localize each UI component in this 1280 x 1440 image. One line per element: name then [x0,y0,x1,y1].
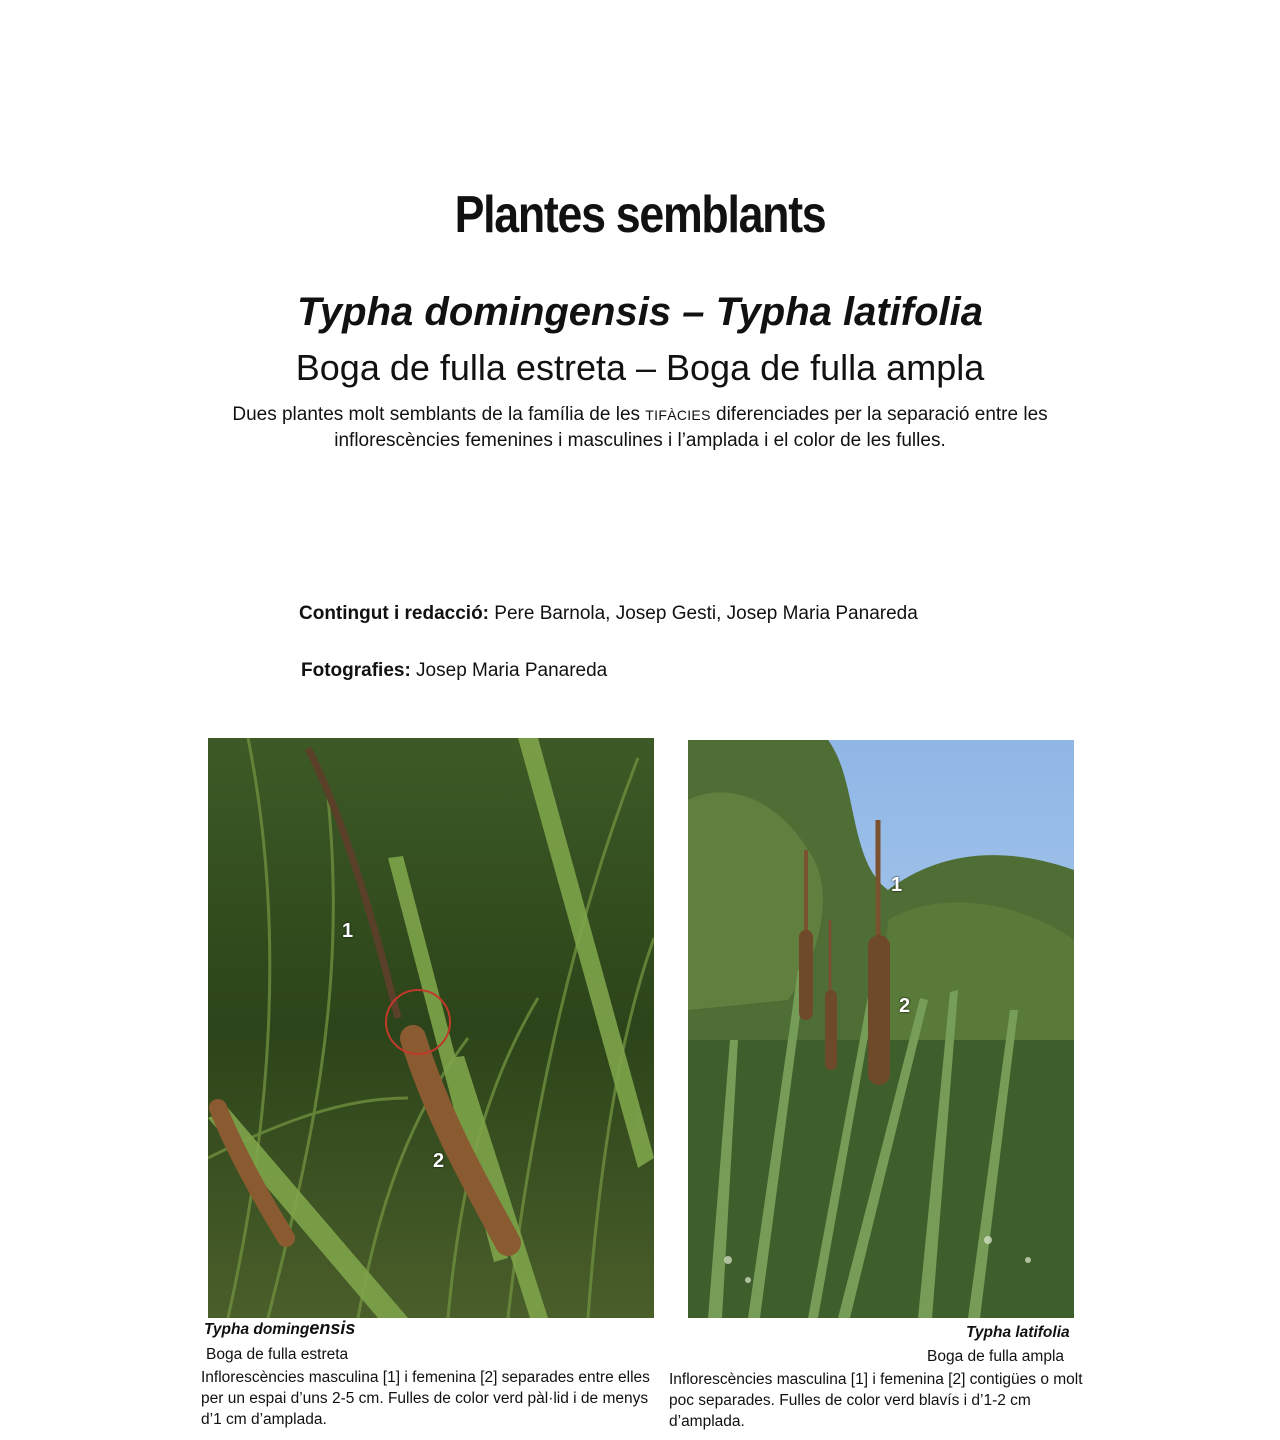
marker-female-inflorescence: 2 [433,1150,445,1172]
photo-credits [301,657,607,685]
caption-left-common-name: Boga de fulla estreta [206,1346,349,1363]
caption-left-title-tail: ensis [309,1318,356,1338]
caption-left-title-main: Typha doming [204,1321,310,1338]
photo-typha-domingensis [208,738,654,1318]
caption-left-description: Inflorescències masculina [1] i femenina [2] separades entre elles per un espai d’uns 2-5 cm. Fulles de color verd pàl·lid i de menys d’1 cm d’amplada. [201,1369,650,1428]
caption-right-title: Typha latifolia [966,1324,1070,1341]
species-heading: Typha domingensis – Typha latifolia [296,290,984,334]
content-credits-value: Pere Barnola, Josep Gesti, Josep Maria Panareda [489,603,918,624]
caption-right-description: Inflorescències masculina [1] i femenina [2] contigües o molt poc separades. Fulles de color verd blavís i d’1-2 cm d’amplada. [669,1371,1083,1430]
photo-credits-value: Josep Maria Panareda [410,660,608,681]
intro-description [170,402,1110,453]
page-title: Plantes semblants [454,186,826,244]
typha-domingensis-illustration [208,738,654,1318]
content-credits [299,600,918,628]
photo-typha-latifolia [688,740,1074,1318]
content-credits-label: Contingut i redacció: [299,603,489,624]
caption-left-title [204,1318,355,1340]
photo-credits-label: Fotografies: [301,660,411,681]
marker-male-inflorescence: 1 [342,920,354,942]
marker-female-inflorescence: 2 [899,995,911,1017]
description-text-after: diferenciades per la separació entre les inflorescències femenines i masculines i l’amplada i el color de les fulles. [334,404,1048,451]
marker-male-inflorescence: 1 [891,874,903,896]
common-names-heading: Boga de fulla estreta – Boga de fulla ampla [295,347,985,388]
caption-right-common-name: Boga de fulla ampla [927,1348,1065,1365]
description-text-before: Dues plantes molt semblants de la família de les [232,404,646,425]
family-name: TIFÀCIES [645,407,711,423]
typha-latifolia-illustration [688,740,1074,1318]
